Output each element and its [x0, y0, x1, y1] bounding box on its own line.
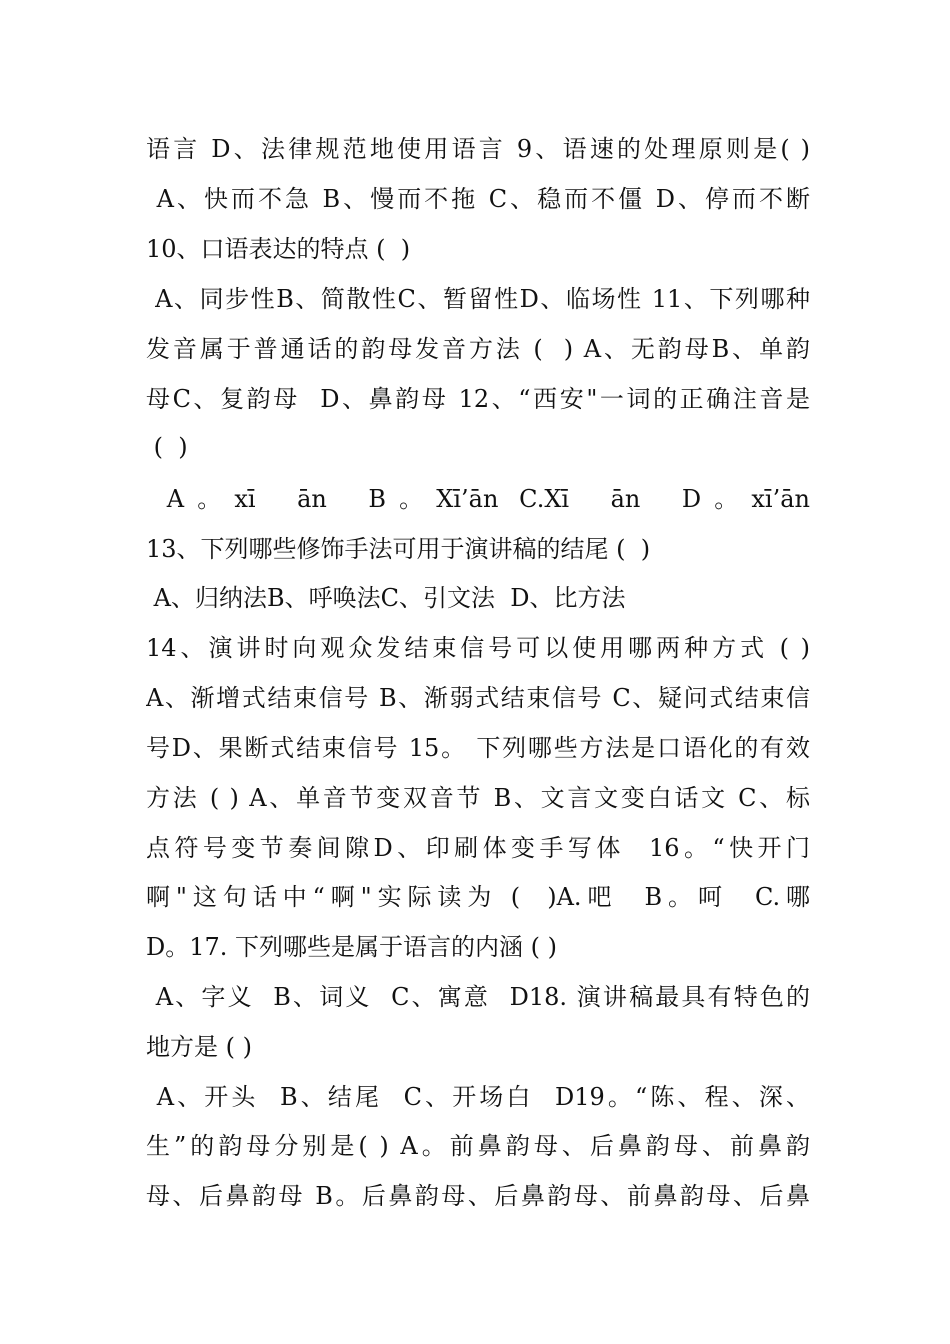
text-line: A、快而不急 B、慢而不拖 C、稳而不僵 D、停而不断 — [146, 185, 810, 213]
text-line: A、归纳法B、呼唤法C、引文法 D、比方法 — [146, 584, 626, 612]
text-line: A、开头 B、结尾 C、开场白 D19。“陈、程、深、 — [146, 1083, 810, 1111]
text-line: A、渐增式结束信号 B、渐弱式结束信号 C、疑问式结束信 — [146, 684, 810, 712]
text-line: 发音属于普通话的韵母发音方法 ( ) A、无韵母B、单韵 — [146, 335, 810, 363]
text-line: D。17. 下列哪些是属于语言的内涵 ( ) — [146, 933, 558, 961]
text-line: 母C、复韵母 D、鼻韵母 12、“西安"一词的正确注音是 — [146, 385, 810, 413]
text-line: 语言 D、法律规范地使用语言 9、语速的处理原则是( ) — [146, 135, 810, 163]
text-line: 地方是 ( ) — [146, 1033, 252, 1061]
text-line: 号D、果断式结束信号 15。 下列哪些方法是口语化的有效 — [146, 734, 810, 762]
text-line: 点符号变节奏间隙D、印刷体变手写体 16。“快开门 — [146, 834, 810, 862]
text-line: 生”的韵母分别是( ) A。前鼻韵母、后鼻韵母、前鼻韵 — [146, 1132, 810, 1160]
text-line: ( ) — [146, 433, 188, 461]
text-line: 母、后鼻韵母 B。后鼻韵母、后鼻韵母、前鼻韵母、后鼻 — [146, 1182, 810, 1210]
text-line: A、同步性B、简散性C、暂留性D、临场性 11、下列哪种 — [146, 285, 810, 313]
text-line: 啊"这句话中“啊"实际读为 ( )A.吧 B。呵 C.哪 — [146, 883, 810, 911]
text-line: 方法 ( ) A、单音节变双音节 B、文言文变白话文 C、标 — [146, 784, 810, 812]
text-line: 14、演讲时向观众发结束信号可以使用哪两种方式 ( ) — [146, 634, 810, 662]
text-line: 13、下列哪些修饰手法可用于演讲稿的结尾 ( ) — [146, 535, 651, 563]
text-line: 10、口语表达的特点 ( ) — [146, 235, 411, 263]
text-line: A、字义 B、词义 C、寓意 D18. 演讲稿最具有特色的 — [146, 983, 810, 1011]
text-line: A。xī ān B。Xī’ān C.Xī ān D。xī’ān — [146, 485, 810, 513]
